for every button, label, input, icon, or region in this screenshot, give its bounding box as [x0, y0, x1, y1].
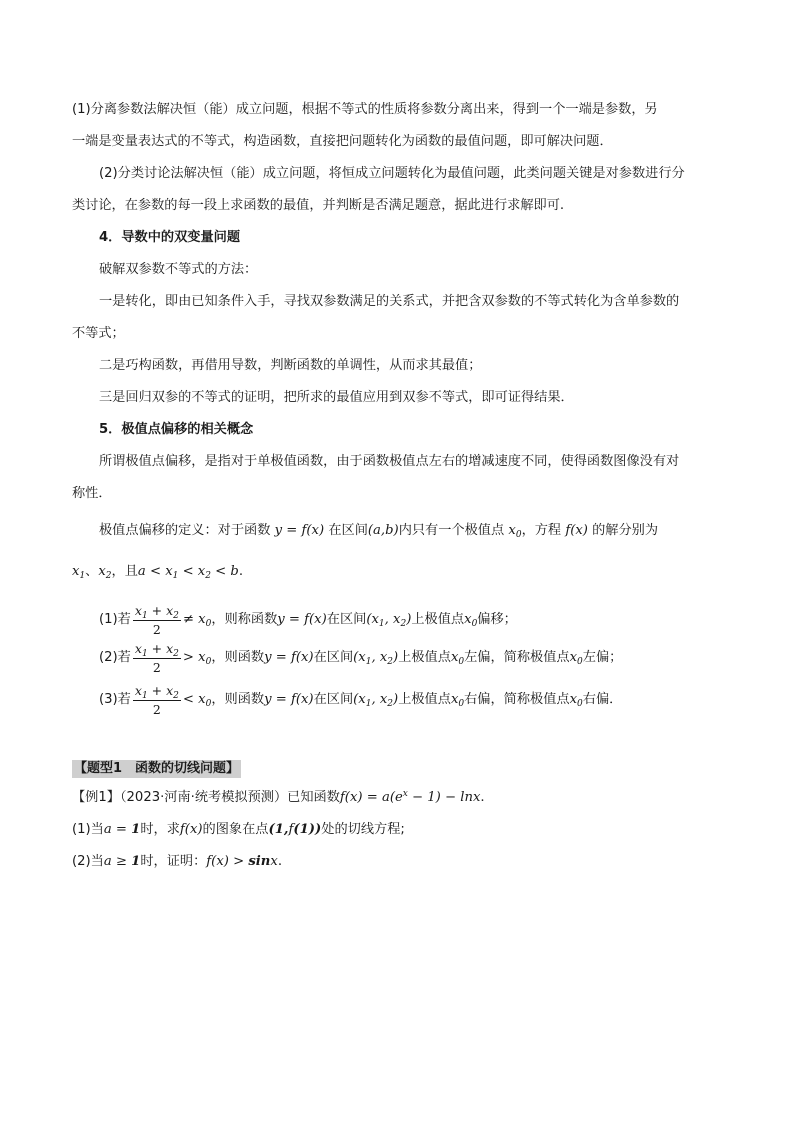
math-interval-ab: (a,b) — [367, 523, 399, 538]
math-interval-x1x2: ($x_1$, $x_2$) — [366, 612, 412, 629]
math-op: < $x_0$ — [182, 692, 212, 709]
case-text: 在区间 — [326, 612, 367, 627]
math-x0: $x_0$ — [450, 692, 465, 709]
definition-line-2 — [72, 562, 728, 582]
math-fx: f(x) — [179, 822, 203, 837]
case-text: 左偏，简称极值点 — [464, 650, 570, 665]
paragraph-7-line-1: 所谓极值点偏移，是指对于单极值函数，由于函数极值点左右的增减速度不同，使得函数图像没有对 — [99, 454, 680, 469]
paragraph-3: 破解双参数不等式的方法： — [99, 262, 258, 277]
question-2: (2)当a ≥ 1时，证明：f(x) > sinx. — [72, 854, 283, 869]
definition-line-1 — [99, 521, 728, 541]
topic-tag: 【题型1 函数的切线问题】 — [74, 761, 240, 776]
case-text: 上极值点 — [398, 692, 451, 707]
math-a-eq-1: a = 1 — [103, 822, 141, 837]
math-x0: $x_0$ — [450, 650, 465, 667]
math-y-eq-fx: y = f(x) — [277, 612, 327, 627]
case-text: ，则函数 — [211, 650, 265, 665]
definition-text: . — [238, 564, 244, 579]
case-label: (3)若 — [99, 692, 131, 707]
question-text: (2)当 — [72, 854, 104, 869]
math-op: > $x_0$ — [182, 650, 212, 667]
case-text: 偏移； — [477, 612, 517, 627]
paragraph-5: 二是巧构函数，再借用导数，判断函数的单调性，从而求其最值； — [99, 358, 482, 373]
math-x0: $x_0$ — [569, 692, 583, 709]
paragraph-1-line-1: (1)分离参数法解决恒（能）成立问题，根据不等式的性质将参数分离出来，得到一个一端是参数，另 — [72, 102, 658, 117]
case-text: ，则函数 — [211, 692, 265, 707]
section-heading-5: 5．极值点偏移的相关概念 — [99, 422, 254, 437]
math-interval-x1x2: ($x_1$, $x_2$) — [353, 692, 399, 709]
paragraph-6: 三是回归双参的不等式的证明，把所求的最值应用到双参不等式，即可证得结果． — [99, 390, 574, 405]
case-text: 右偏． — [582, 692, 623, 707]
math-point-1-f1: (1,f(1)) — [268, 822, 322, 837]
case-text: 右偏，简称极值点 — [464, 692, 570, 707]
case-text: 在区间 — [313, 650, 354, 665]
math-x0: $x_0$ — [569, 650, 583, 667]
question-text: 处的切线方程; — [321, 822, 405, 837]
paragraph-4-line-2: 不等式； — [72, 326, 125, 341]
definition-text: 内只有一个极值点 — [398, 523, 505, 538]
math-x0: $x_0$ — [504, 523, 522, 540]
case-2 — [99, 640, 728, 676]
question-text: 的图象在点 — [202, 822, 269, 837]
case-text: 上极值点 — [411, 612, 465, 627]
math-fx-gt-sinx: f(x) > sinx — [206, 854, 278, 869]
question-text: (1)当 — [72, 822, 104, 837]
case-1 — [99, 602, 728, 638]
case-label: (2)若 — [99, 650, 131, 665]
definition-text: ，且 — [111, 564, 138, 579]
definition-text: 的解分别为 — [592, 523, 659, 538]
math-a-lt-x1-lt-x2-lt-b: $a < x_1 < x_2 < b$ — [137, 564, 239, 581]
case-text: 在区间 — [313, 692, 354, 707]
definition-text: 极值点偏移的定义：对于函数 — [99, 523, 271, 538]
example-text: 【例1】（2023·河南·统考模拟预测）已知函数 — [72, 790, 340, 805]
math-fraction-midpoint: $\frac{x_1 + x_2}{2}$ — [134, 682, 179, 717]
math-op: ≠ $x_0$ — [182, 612, 212, 629]
definition-text: ，方程 — [521, 523, 562, 538]
math-x2: $x_2$ — [98, 564, 112, 581]
question-1 — [72, 820, 728, 840]
example-lead: 【例1】（2023·河南·统考模拟预测）已知函数$f(x) = a(e^x - 1) - \ln x$. — [72, 789, 485, 805]
math-fraction-midpoint: $\frac{x_1 + x_2}{2}$ — [134, 640, 179, 675]
case-3 — [99, 682, 728, 718]
question-text: 时，证明： — [140, 854, 207, 869]
math-fx: f(x) — [561, 523, 593, 538]
case-text: 上极值点 — [398, 650, 451, 665]
definition-text: 、 — [85, 564, 99, 579]
paragraph-4-line-1: 一是转化，即由已知条件入手，寻找双参数满足的关系式，并把含双参数的不等式转化为含单参数的 — [99, 294, 680, 309]
math-a-geq-1: a ≥ 1 — [103, 854, 141, 869]
math-function-definition: $f(x) = a(e^x - 1) - \ln x$ — [339, 789, 481, 805]
math-interval-x1x2: ($x_1$, $x_2$) — [353, 650, 399, 667]
section-heading-4: 4．导数中的双变量问题 — [99, 230, 241, 245]
math-y-eq-fx: y = f(x) — [270, 523, 329, 538]
paragraph-1-line-2: 一端是变量表达式的不等式，构造函数，直接把问题转化为函数的最值问题，即可解决问题． — [72, 134, 613, 149]
definition-text: 在区间 — [328, 523, 368, 538]
case-text: ，则称函数 — [211, 612, 278, 627]
paragraph-7-line-2: 称性． — [72, 486, 112, 501]
math-x1: $x_1$ — [72, 564, 86, 581]
math-fraction-midpoint: $\frac{x_1 + x_2}{2}$ — [134, 602, 179, 637]
case-text: 左偏； — [582, 650, 623, 665]
question-text: 时，求 — [140, 822, 180, 837]
math-x0: $x_0$ — [464, 612, 478, 629]
paragraph-2-line-2: 类讨论，在参数的每一段上求函数的最值，并判断是否满足题意，据此进行求解即可. — [72, 198, 565, 213]
math-y-eq-fx: y = f(x) — [264, 692, 314, 707]
math-y-eq-fx: y = f(x) — [264, 650, 314, 665]
case-label: (1)若 — [99, 612, 131, 627]
paragraph-2-line-1: (2)分类讨论法解决恒（能）成立问题，将恒成立问题转化为最值问题，此类问题关键是对参数进行分 — [99, 166, 685, 181]
